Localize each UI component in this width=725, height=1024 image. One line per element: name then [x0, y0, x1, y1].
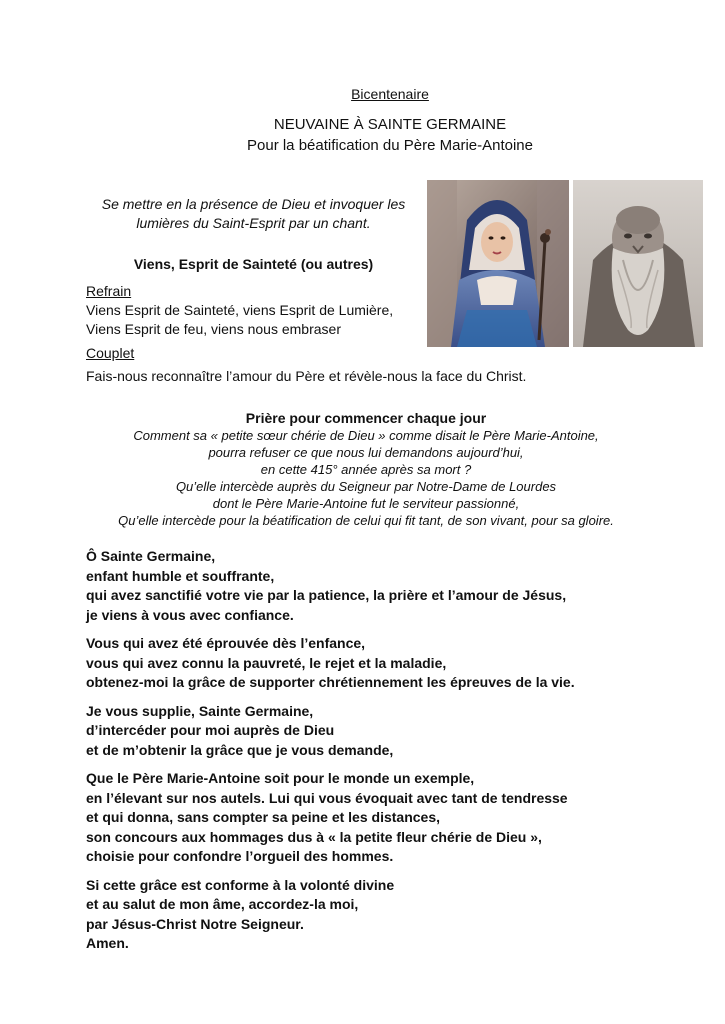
hymn-title: Viens, Esprit de Sainteté (ou autres): [133, 256, 374, 272]
opening-prayer: [86, 410, 646, 529]
opening-prayer-line: Comment sa « petite sœur chérie de Dieu » comme disait le Père Marie-Antoine,: [133, 428, 599, 443]
prayer-stanza: [86, 876, 696, 954]
stanza-line: et de m’obtenir la grâce que je vous demande,: [86, 741, 394, 758]
prayer-stanza: [86, 634, 696, 693]
saint-statue-illustration: [427, 180, 569, 347]
stanza-line: son concours aux hommages dus à « la petite fleur chérie de Dieu »,: [86, 828, 542, 845]
stanza-line: je viens à vous avec confiance.: [86, 606, 294, 623]
intro-instruction: [86, 195, 421, 233]
saint-statue-image: [427, 180, 569, 347]
stanza-line: Ô Sainte Germaine,: [86, 548, 216, 564]
stanza-line: enfant humble et souffrante,: [86, 567, 275, 584]
intro-line: Se mettre en la présence de Dieu et invoquer les: [101, 196, 406, 212]
stanza-line: et qui donna, sans compter sa peine et les distances,: [86, 809, 440, 825]
refrain-line: Viens Esprit de feu, viens nous embraser: [86, 321, 341, 337]
prayer-stanza: [86, 702, 696, 761]
opening-prayer-line: Qu’elle intercède pour la béatification de celui qui fit tant, de son vivant, pour sa gloire.: [118, 513, 614, 528]
stanza-line: Que le Père Marie-Antoine soit pour le monde un exemple,: [86, 770, 475, 786]
stanza-line: vous qui avez connu la pauvreté, le rejet et la maladie,: [86, 654, 447, 671]
page-kicker: Bicentenaire: [351, 86, 429, 102]
stanza-line: et au salut de mon âme, accordez-la moi,: [86, 896, 359, 912]
stanza-line: obtenez-moi la grâce de supporter chrétiennement les épreuves de la vie.: [86, 674, 575, 690]
prayer-stanza: [86, 769, 696, 867]
opening-prayer-line: dont le Père Marie-Antoine fut le serviteur passionné,: [212, 496, 520, 511]
stanza-line: Je vous supplie, Sainte Germaine,: [86, 702, 314, 719]
opening-prayer-line: Qu’elle intercède auprès du Seigneur par Notre-Dame de Lourdes: [175, 479, 557, 494]
opening-prayer-line: pourra refuser ce que nous lui demandons aujourd’hui,: [208, 445, 524, 460]
page-subtitle: Pour la béatification du Père Marie-Antoine: [247, 137, 533, 154]
stanza-line: choisie pour confondre l’orgueil des hommes.: [86, 848, 394, 864]
prayer-stanza: [86, 547, 696, 625]
opening-prayer-line: en cette 415° année après sa mort ?: [260, 462, 472, 477]
couplet-label: Couplet: [86, 345, 135, 361]
stanza-line: d’intercéder pour moi auprès de Dieu: [86, 722, 335, 738]
stanza-line: Amen.: [86, 935, 129, 951]
couplet-line: Fais-nous reconnaître l’amour du Père et révèle-nous la face du Christ.: [86, 368, 527, 384]
stanza-line: par Jésus-Christ Notre Seigneur.: [86, 915, 304, 932]
refrain-line: Viens Esprit de Sainteté, viens Esprit de Lumière,: [86, 302, 394, 318]
opening-prayer-title: Prière pour commencer chaque jour: [245, 410, 487, 426]
novena-prayer: [86, 547, 696, 963]
stanza-line: Vous qui avez été éprouvée dès l’enfance,: [86, 635, 366, 651]
priest-portrait-image: [573, 180, 703, 347]
priest-portrait-illustration: [573, 180, 703, 347]
stanza-line: en l’élevant sur nos autels. Lui qui vous évoquait avec tant de tendresse: [86, 789, 568, 806]
stanza-line: Si cette grâce est conforme à la volonté divine: [86, 876, 395, 893]
stanza-line: qui avez sanctifié votre vie par la patience, la prière et l’amour de Jésus,: [86, 587, 567, 603]
intro-line: lumières du Saint-Esprit par un chant.: [136, 215, 371, 231]
refrain-label: Refrain: [86, 283, 132, 299]
page-title: NEUVAINE À SAINTE GERMAINE: [273, 116, 507, 133]
